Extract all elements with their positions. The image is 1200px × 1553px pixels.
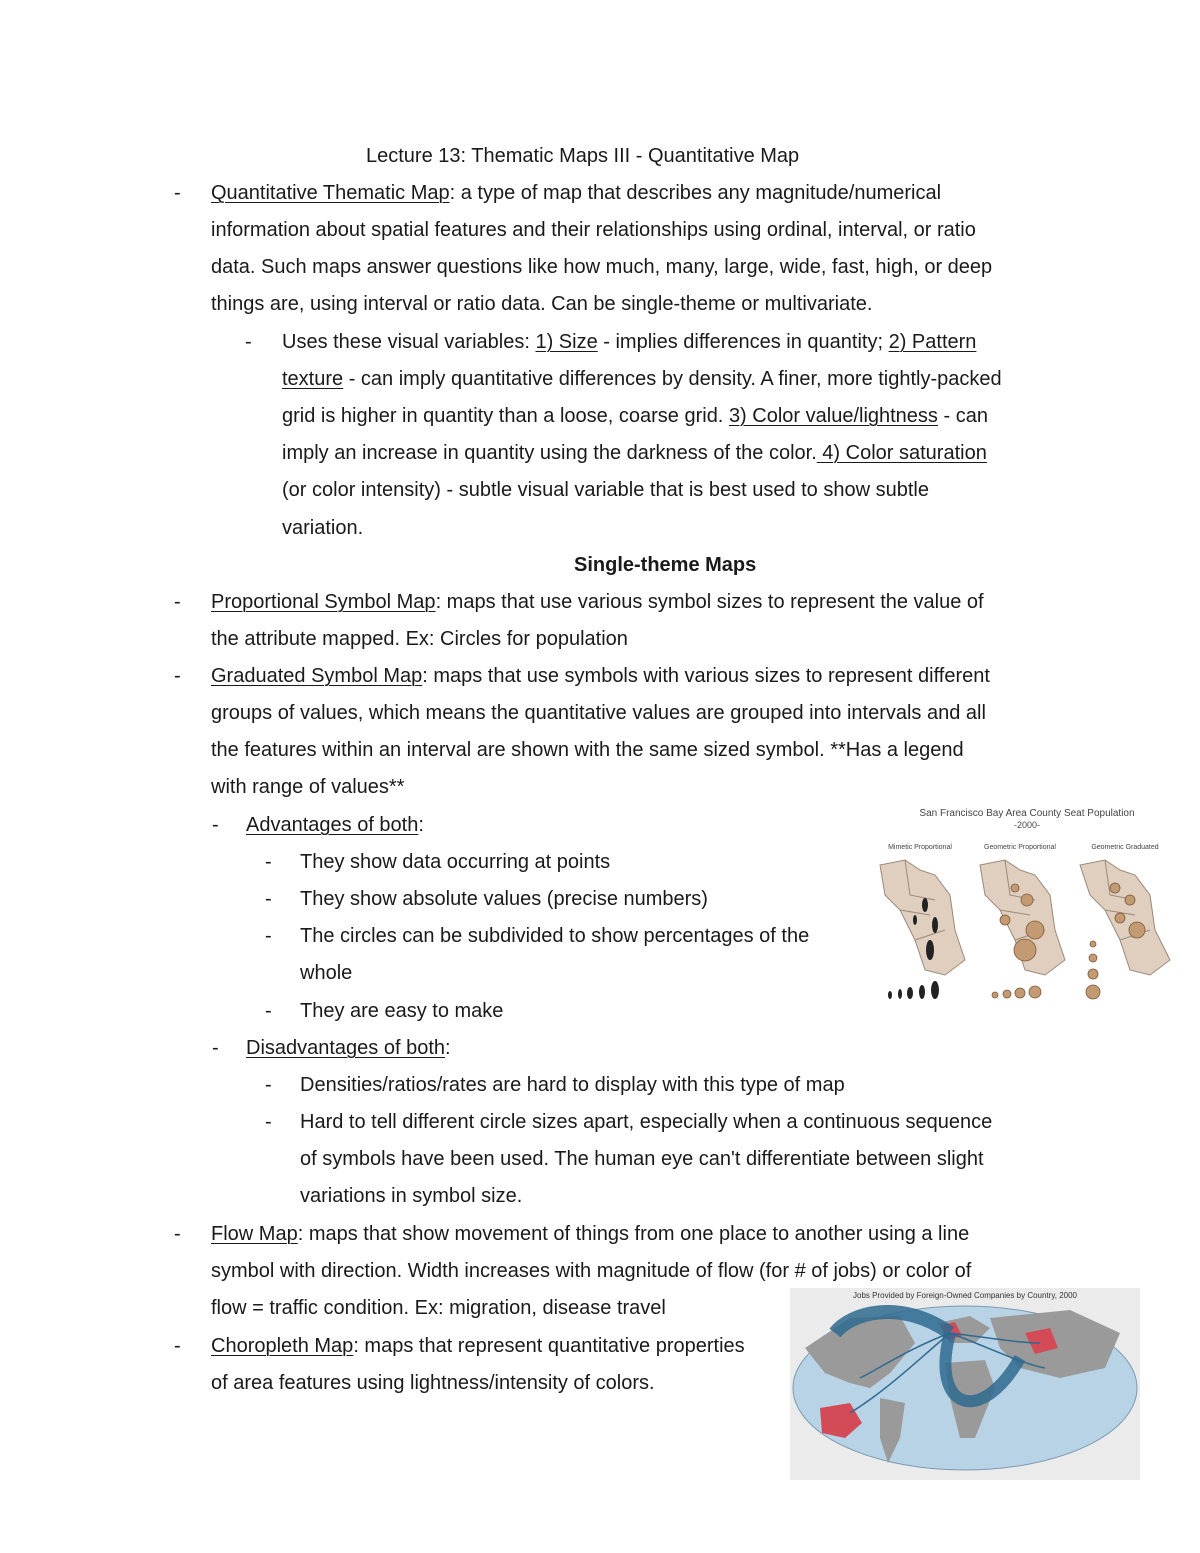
person-symbol [898, 989, 902, 999]
choropleth-text: : maps that represent quantitative properties [353, 1335, 745, 1357]
qtm-line-3: data. Such maps answer questions like how much, many, large, wide, fast, high, or deep [211, 256, 993, 278]
visual-vars-text: - implies differences in quantity; [597, 331, 889, 353]
bullet-dash: - [265, 851, 272, 873]
bullet-dash: - [174, 665, 181, 687]
population-circle [1110, 883, 1120, 893]
graduated-line-2: groups of values, which means the quantitative values are grouped into intervals and all [211, 702, 986, 724]
bullet-dash: - [174, 182, 181, 204]
bullet-dash: - [265, 888, 272, 910]
visual-vars-line-6: variation. [282, 517, 364, 539]
panel-label: Geometric Proportional [984, 844, 1056, 851]
qtm-line-4: things are, using interval or ratio data. Can be single-theme or multivariate. [211, 293, 873, 315]
bullet-dash: - [174, 1223, 181, 1245]
advantage-item: They show absolute values (precise numbers) [300, 888, 708, 910]
person-symbol [888, 991, 892, 999]
disadvantages-term: Disadvantages of both [246, 1037, 446, 1059]
proportional-line-1 [211, 590, 984, 614]
flow-text: : maps that show movement of things from one place to another using a line [297, 1223, 970, 1245]
panel-label: Geometric Graduated [1091, 844, 1159, 851]
disadvantage-item-continued: of symbols have been used. The human eye can't differentiate between slight [300, 1148, 984, 1170]
panel-label: Mimetic Proportional [888, 844, 952, 851]
flow-line-1 [211, 1222, 969, 1246]
visual-vars-line-2 [282, 367, 1002, 391]
qtm-line-2: information about spatial features and their relationships using ordinal, interval, or ratio [211, 219, 976, 241]
population-circle [1129, 922, 1145, 938]
legend-circle [1086, 985, 1100, 999]
legend-circle [992, 992, 998, 998]
legend-circle [1089, 954, 1097, 962]
bullet-dash: - [245, 331, 252, 353]
bullet-dash: - [265, 1000, 272, 1022]
graduated-line-4: with range of values** [211, 776, 405, 798]
color-value-term: 3) Color value/lightness [728, 405, 938, 427]
qtm-text-1: : a type of map that describes any magnitude/numerical [449, 182, 942, 204]
advantages-colon: : [418, 814, 424, 836]
proportional-line-2: the attribute mapped. Ex: Circles for population [211, 628, 628, 650]
texture-term: texture [282, 368, 344, 390]
advantages-term: Advantages of both [246, 814, 419, 836]
population-circle [1125, 895, 1135, 905]
visual-vars-text: grid is higher in quantity than a loose, coarse grid. [282, 405, 729, 427]
population-circle [1011, 884, 1019, 892]
figure-year: -2000- [1013, 820, 1041, 830]
person-symbol [913, 915, 917, 925]
population-circle [1115, 913, 1125, 923]
advantage-item-continued: whole [300, 962, 353, 984]
bullet-dash: - [174, 1335, 181, 1357]
person-symbol [931, 981, 939, 999]
bullet-dash: - [265, 1111, 272, 1133]
visual-vars-line-4 [282, 441, 987, 465]
qtm-term: Quantitative Thematic Map [211, 182, 450, 204]
advantage-item: They show data occurring at points [300, 851, 611, 873]
visual-vars-line-3 [282, 404, 988, 428]
graduated-line-3: the features within an interval are shown with the same sized symbol. **Has a legend [211, 739, 964, 761]
flow-term: Flow Map [211, 1223, 298, 1245]
visual-vars-text: imply an increase in quantity using the darkness of the color. [282, 442, 817, 464]
visual-vars-text: Uses these visual variables: [282, 331, 536, 353]
proportional-term: Proportional Symbol Map [211, 591, 436, 613]
graduated-text: : maps that use symbols with various sizes to represent different [422, 665, 990, 687]
legend-circle [1088, 969, 1098, 979]
bullet-dash: - [212, 814, 219, 836]
size-term: 1) Size [535, 331, 598, 353]
disadvantage-item-continued: variations in symbol size. [300, 1185, 523, 1207]
disadvantages-colon: : [445, 1037, 451, 1059]
qtm-line-1 [211, 181, 941, 205]
person-symbol [932, 917, 938, 933]
legend-circle [1029, 986, 1041, 998]
sf-bay-symbol-map-figure [875, 800, 1180, 1005]
visual-vars-line-5: (or color intensity) - subtle visual variable that is best used to show subtle [282, 479, 929, 501]
advantage-item: The circles can be subdivided to show percentages of the [300, 925, 810, 947]
world-flow-map-figure [790, 1288, 1140, 1480]
bullet-dash: - [265, 925, 272, 947]
population-circle [1000, 915, 1010, 925]
bullet-dash: - [265, 1074, 272, 1096]
choropleth-line-2: of area features using lightness/intensity of colors. [211, 1372, 655, 1394]
section-heading: Single-theme Maps [574, 554, 757, 576]
page-title: Lecture 13: Thematic Maps III - Quantitative Map [366, 145, 800, 167]
graduated-line-1 [211, 664, 990, 688]
pattern-term: 2) Pattern [888, 331, 977, 353]
bullet-dash: - [212, 1037, 219, 1059]
graduated-term: Graduated Symbol Map [211, 665, 423, 687]
advantages-heading [246, 813, 424, 837]
population-circle [1021, 894, 1033, 906]
person-symbol [907, 987, 913, 999]
color-saturation-term: 4) Color saturation [816, 442, 987, 464]
visual-vars-line-1 [282, 330, 976, 354]
population-circle [1026, 921, 1044, 939]
flow-line-3: flow = traffic condition. Ex: migration, disease travel [211, 1297, 666, 1319]
bullet-dash: - [174, 591, 181, 613]
person-symbol [919, 985, 925, 999]
legend-circle [1015, 988, 1025, 998]
disadvantages-heading [246, 1036, 451, 1060]
population-circle [1014, 939, 1036, 961]
flow-line-2: symbol with direction. Width increases with magnitude of flow (for # of jobs) or color of [211, 1260, 972, 1282]
visual-vars-text: - can imply quantitative differences by density. A finer, more tightly-packed [343, 368, 1002, 390]
choropleth-term: Choropleth Map [211, 1335, 354, 1357]
person-symbol [926, 940, 934, 960]
disadvantage-item: Hard to tell different circle sizes apart, especially when a continuous sequence [300, 1111, 993, 1133]
proportional-text: : maps that use various symbol sizes to represent the value of [435, 591, 984, 613]
legend-circle [1090, 941, 1096, 947]
disadvantage-item: Densities/ratios/rates are hard to display with this type of map [300, 1074, 845, 1096]
advantage-item: They are easy to make [300, 1000, 504, 1022]
visual-vars-text: - can [937, 405, 988, 427]
person-symbol [922, 898, 928, 912]
choropleth-line-1 [211, 1334, 745, 1358]
figure-title: Jobs Provided by Foreign-Owned Companies by Country, 2000 [853, 1291, 1077, 1300]
figure-title: San Francisco Bay Area County Seat Population [919, 808, 1135, 819]
legend-circle [1003, 990, 1011, 998]
